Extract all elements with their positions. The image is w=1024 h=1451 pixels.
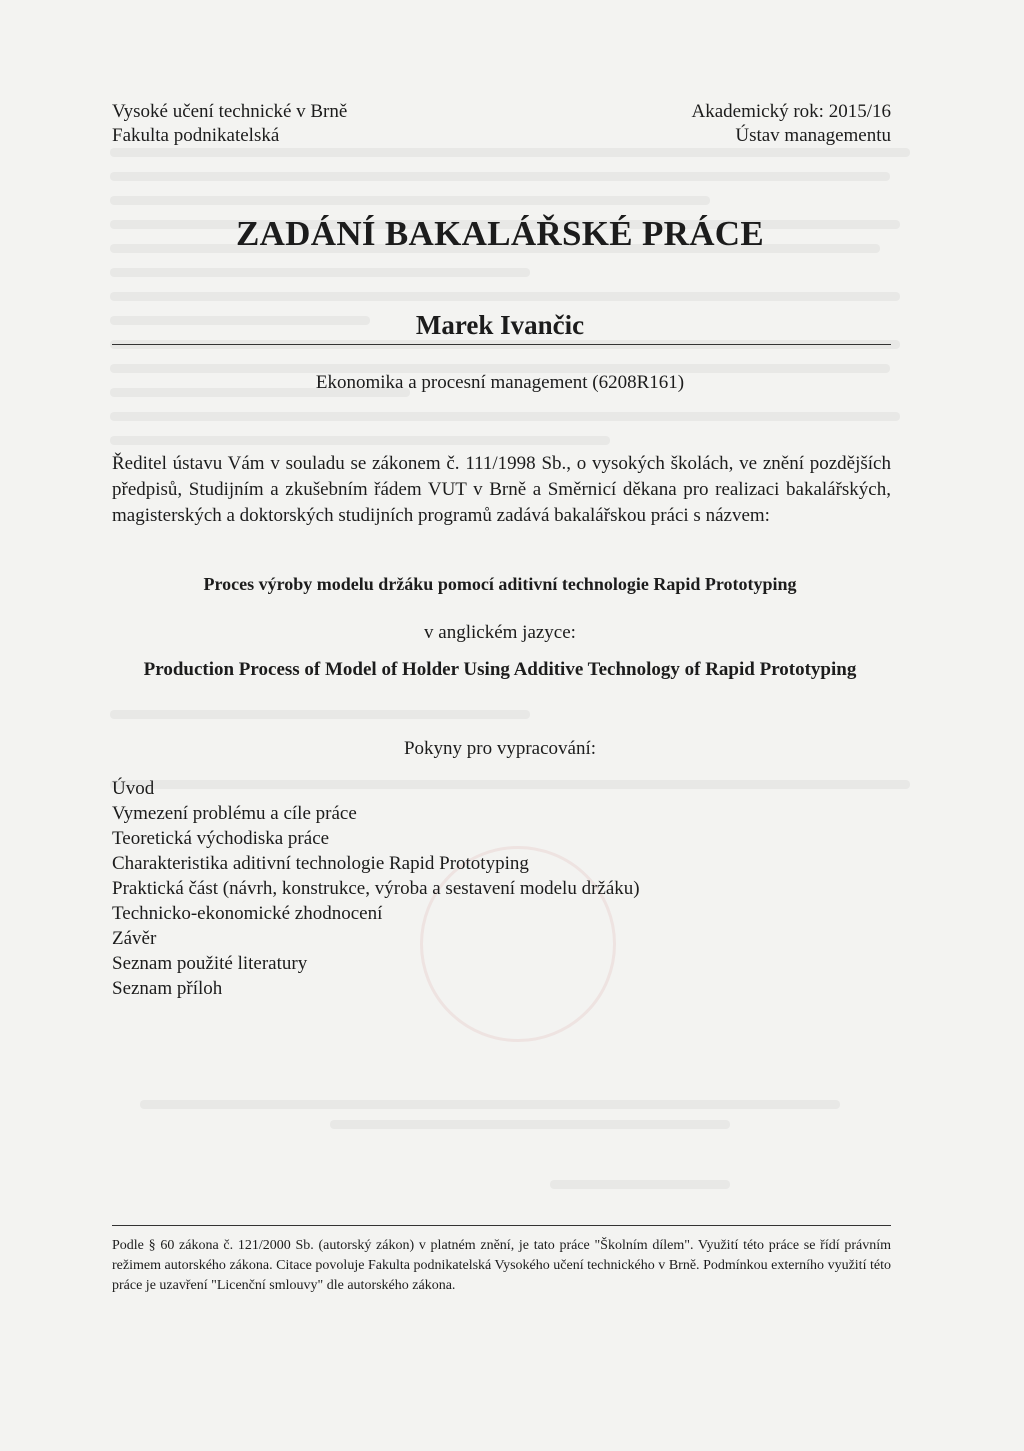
english-label: v anglickém jazyce: bbox=[424, 622, 576, 643]
header-right bbox=[692, 100, 891, 148]
footer-note: Podle § 60 zákona č. 121/2000 Sb. (autorský zákon) v platném znění, je tato práce "Školním dílem". Využití této práce se řídí právním režimem autorského zákona. Citace povoluje Fakulta podnikatelská Vysokého učení technického v Brně. Podmínkou externího využití této práce je uzavření "Licenční smlouvy" dle autorského zákona. bbox=[112, 1238, 891, 1293]
footer-divider bbox=[112, 1225, 891, 1226]
thesis-title-czech: Proces výroby modelu držáku pomocí aditivní technologie Rapid Prototyping bbox=[203, 574, 797, 594]
header-left bbox=[112, 100, 347, 148]
list-item: Závěr bbox=[112, 928, 157, 949]
list-item: Seznam použité literatury bbox=[112, 953, 308, 974]
university-name: Vysoké učení technické v Brně bbox=[112, 101, 348, 122]
faculty-name: Fakulta podnikatelská bbox=[112, 125, 280, 146]
list-item: Seznam příloh bbox=[112, 978, 223, 999]
study-program: Ekonomika a procesní management (6208R161) bbox=[315, 372, 685, 393]
instructions-heading: Pokyny pro vypracování: bbox=[403, 738, 597, 759]
list-item: Teoretická východiska práce bbox=[112, 828, 330, 849]
list-item: Úvod bbox=[112, 778, 155, 799]
list-item: Technicko-ekonomické zhodnocení bbox=[112, 903, 383, 924]
document-title: ZADÁNÍ BAKALÁŘSKÉ PRÁCE bbox=[235, 214, 765, 253]
student-name: Marek Ivančic bbox=[415, 310, 585, 340]
academic-year: Akademický rok: 2015/16 bbox=[691, 101, 891, 122]
list-item: Praktická část (návrh, konstrukce, výroba a sestavení modelu držáku) bbox=[112, 878, 640, 899]
intro-paragraph: Ředitel ústavu Vám v souladu se zákonem č. 111/1998 Sb., o vysokých školách, ve znění pozdějších předpisů, Studijním a zkušebním řádem VUT v Brně a Směrnicí děkana pro realizaci bakalářských, magisterských a doktorských studijních programů zadává bakalářskou práci s názvem: bbox=[112, 453, 891, 526]
thesis-title-english: Production Process of Model of Holder Using Additive Technology of Rapid Prototyping bbox=[143, 659, 857, 680]
divider-line bbox=[112, 344, 891, 345]
institute-name: Ústav managementu bbox=[735, 125, 891, 146]
list-item: Vymezení problému a cíle práce bbox=[112, 803, 357, 824]
list-item: Charakteristika aditivní technologie Rapid Prototyping bbox=[112, 853, 529, 874]
instructions-list bbox=[112, 776, 640, 1001]
